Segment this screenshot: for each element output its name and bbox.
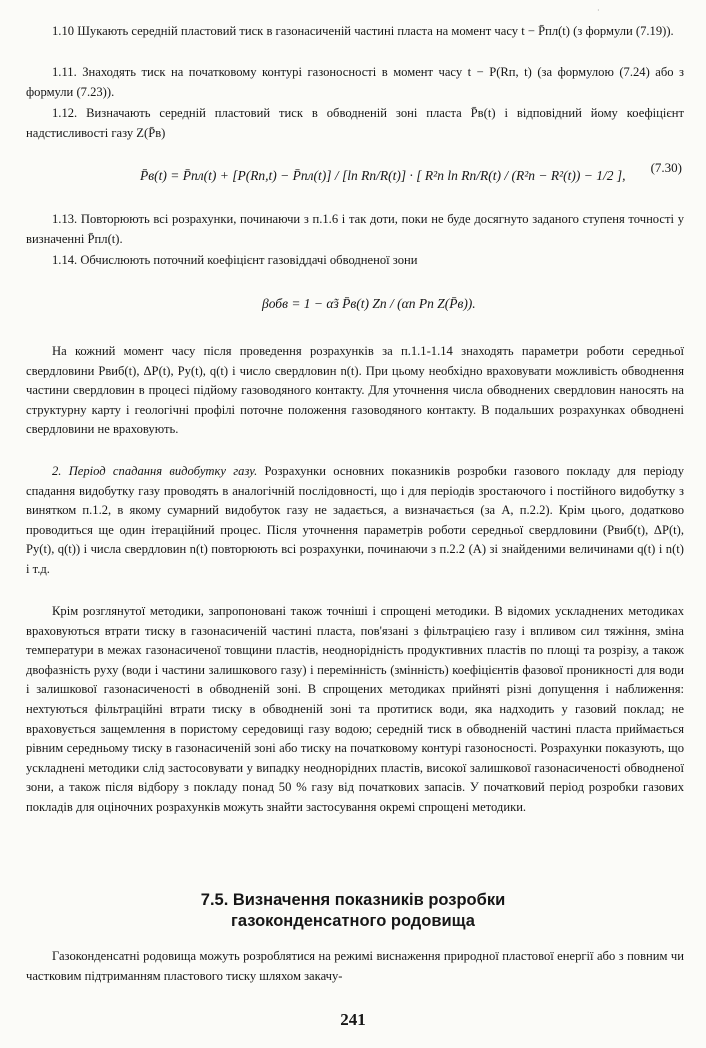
heading-line-1: 7.5. Визначення показників розробки [200, 891, 506, 909]
formula-beta: βобв = 1 − α̃з P̄в(t) Zп / (αп Pп Z(P̄в)). [262, 296, 476, 311]
decline-period-label: 2. Період спадання видобутку газу. [52, 464, 258, 478]
heading-line-2: газоконденсатного родовища [231, 912, 475, 930]
corner-mark: · [597, 6, 600, 15]
section-heading [0, 890, 706, 932]
formula-7-30: P̄в(t) = P̄пл(t) + [P(Rп,t) − P̄пл(t)] / [ln Rп/R(t)] · [ R²п ln Rп/R(t) / (R²п − R²(t)) − 1/2 ], [140, 168, 626, 183]
paragraph-1-10: 1.10 Шукають середній пластовий тиск в газонасиченій частині пласта на момент часу t − P̄пл(t) (з формули (7.19)). [52, 24, 674, 38]
paragraph-decline-period [26, 462, 684, 580]
paragraph-1-12: 1.12. Визначають середній пластовий тиск в обводненій зоні пласта P̄в(t) і відповідний йому коефіцієнт надстисливості газу Z(P̄в) [26, 106, 684, 140]
paragraph-1-13: 1.13. Повторюють всі розрахунки, починаючи з п.1.6 і так доти, поки не буде досягнуто заданого ступеня точності у визначенні P̄пл(t). [26, 212, 684, 246]
equation-number: (7.30) [650, 160, 682, 175]
paragraph-1-11: 1.11. Знаходять тиск на початковому контурі газоносності в момент часу t − P(Rп, t) (за формулою (7.24) або з формули (7.23)). [26, 65, 684, 99]
page-number: 241 [340, 1010, 366, 1029]
paragraph-other-methods: Крім розглянутої методики, запропоновані також точніші і спрощені методики. В відомих ускладнених методиках враховуються втрати тиску в газонасиченій частині пласта, пов'язані з фільтрацією газу і впливом сил тяжіння, зміна температури в межах газонасиченої товщини пластів, неоднорідність продуктивних пластів по площі та розрізу, а також двофазність руху (води і частини залишкового газу) і перемінність (змінність) коефіцієнтів фазової проникності для води і залишкової газонасиченості в обводненій зоні. В спрощених методиках прийняті різні допущення і наближення: нехтуються фільтраційні втрати тиску в обводненій зоні та протитиск води, яка надходить у газовий поклад; не враховується защемлення в пористому середовищі газу водою; середній тиск в обводненій частині пласта приймається рівним середньому тиску в газонасиченій зоні або тиску на початковому контурі газоносності. Розрахунки показують, що ускладнені методики слід застосовувати у випадку неоднорідних пластів, високої залишкової газонасиченості обводненої зони, а також після відбору з покладу понад 50 % газу від початкових запасів. У початковий період розробки газових покладів для оціночних розрахунків можуть знайти застосування окремі спрощені методики. [26, 604, 684, 814]
paragraph-gas-condensate: Газоконденсатні родовища можуть розроблятися на режимі виснаження природної пластової енергії або з повним чи частковим підтриманням пластового тиску шляхом закачу- [26, 949, 684, 983]
paragraph-each-moment: На кожний момент часу після проведення розрахунків за п.1.1-1.14 знаходять параметри роботи середньої свердловини Pвиб(t), ΔP(t), Pу(t), q(t) і число свердловин n(t). При цьому необхідно враховувати можливість обводнення частини свердловин в процесі підйому газоводяного контакту. Для уточнення числа обводнених свердловин наносять на структурну карту і геологічні профілі поточне положення газоводяного контакту. В подальших розрахунках обводнені свердловини не враховують. [26, 344, 684, 437]
decline-period-body: Розрахунки основних показників розробки газового покладу для періоду спадання видобутку газу проводять в аналогічній послідовності, що і для періодів зростаючого і постійного видобутку з винятком п.1.2, в якому сумарний видобуток газу не задається, а визначається (за А, п.2.2). Крім цього, додатково проводиться ще один ітераційний процес. Після уточнення параметрів роботи середньої свердловини (Pвиб(t), ΔP(t), Pу(t), q(t)) і числа свердловин n(t) повторюють всі розрахунки, починаючи з п.2.2 (А) зі знайденими величинами q(t) і n(t) і т.д. [26, 464, 684, 576]
paragraph-1-14: 1.14. Обчислюють поточний коефіцієнт газовіддачі обводненої зони [52, 253, 418, 267]
